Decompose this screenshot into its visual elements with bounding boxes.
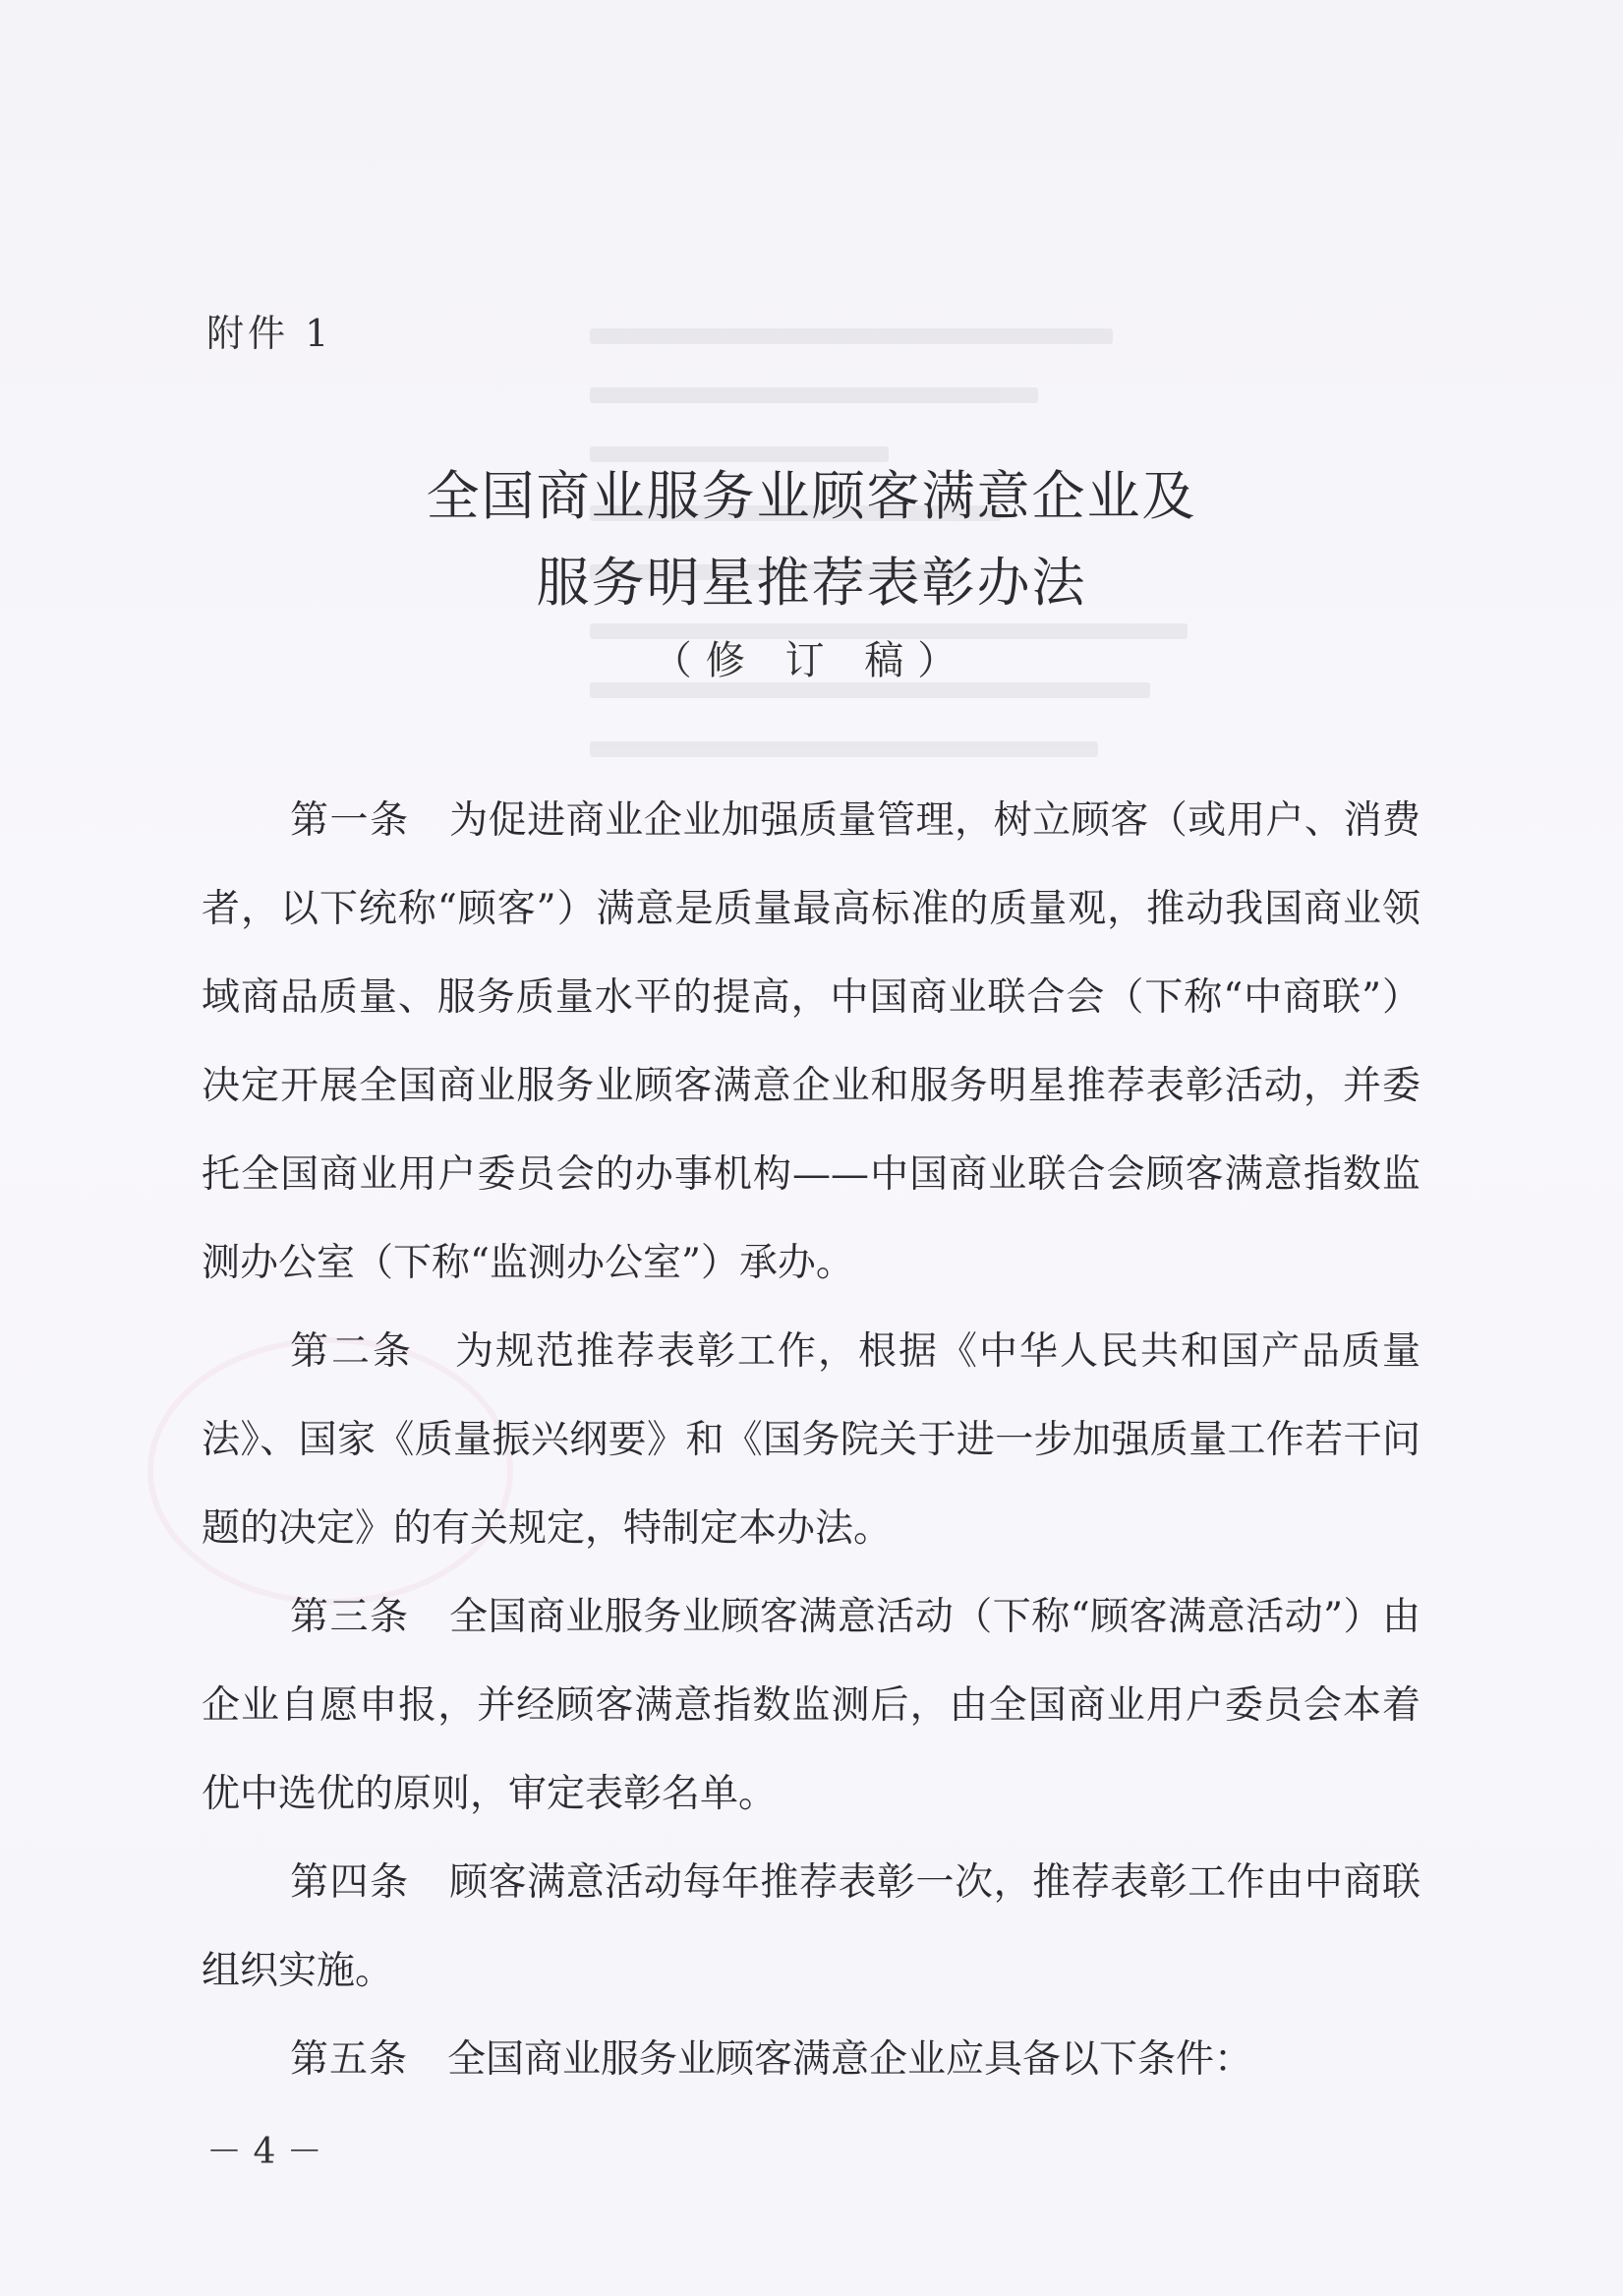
document-title-line2: 服务明星推荐表彰办法	[536, 552, 1087, 614]
article-text: 全国商业服务业顾客满意活动（下称“顾客满意活动”）由企业自愿申报，并经顾客满意指数监测后，由全国商业用户委员会本着优中选优的原则，审定表彰名单。	[202, 1595, 1420, 1816]
article-paragraph-5	[202, 2016, 1420, 2104]
attachment-label: 附件 1	[206, 312, 333, 355]
article-label: 第一条	[290, 798, 410, 843]
article-paragraph-2	[202, 1308, 1420, 1573]
article-paragraph-3	[202, 1573, 1420, 1839]
article-paragraph-1	[202, 777, 1420, 1308]
document-title-line1: 全国商业服务业顾客满意企业及	[426, 465, 1197, 527]
article-label: 第四条	[290, 1860, 410, 1905]
article-text: 为规范推荐表彰工作，根据《中华人民共和国产品质量法》、国家《质量振兴纲要》和《国务院关于进一步加强质量工作若干问题的决定》的有关规定，特制定本办法。	[202, 1329, 1420, 1551]
article-text: 顾客满意活动每年推荐表彰一次，推荐表彰工作由中商联组织实施。	[202, 1860, 1420, 1993]
article-label: 第五条	[290, 2037, 409, 2082]
document-body	[202, 777, 1420, 2104]
article-paragraph-4	[202, 1839, 1420, 2016]
document-subtitle: （修 订 稿）	[652, 638, 971, 683]
page-number: － 4 －	[206, 2132, 322, 2172]
article-label: 第二条	[290, 1329, 414, 1374]
article-text: 全国商业服务业顾客满意企业应具备以下条件：	[447, 2037, 1253, 2082]
article-text: 为促进商业企业加强质量管理，树立顾客（或用户、消费者，以下统称“顾客”）满意是质量最高标准的质量观，推动我国商业领域商品质量、服务质量水平的提高，中国商业联合会（下称“中商联”）决定开展全国商业服务业顾客满意企业和服务明星推荐表彰活动，并委托全国商业用户委员会的办事机构——中国商业联合会顾客满意指数监测办公室（下称“监测办公室”）承办。	[202, 798, 1420, 1285]
article-label: 第三条	[290, 1595, 410, 1639]
